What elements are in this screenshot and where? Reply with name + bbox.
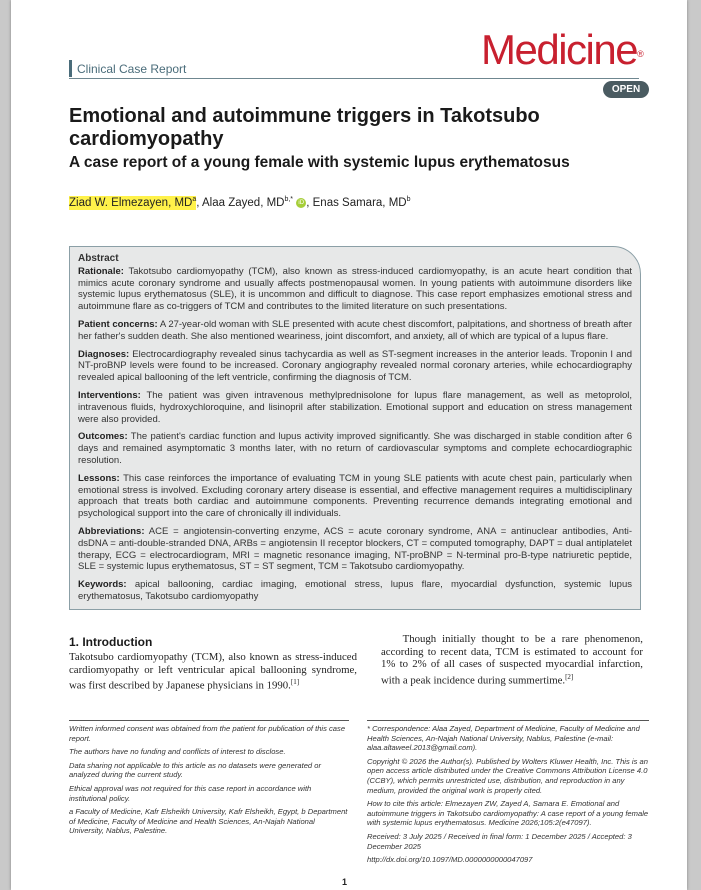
author-list: Ziad W. Elmezayen, $MD^a$, Alaa Zayed, $MD^{b,*}$ iD , Enas Samara, $MD^b$ [69,196,411,209]
footnotes-right [367,720,649,869]
doi-link[interactable]: http://dx.doi.org/10.1097/MD.0000000000047097 [367,855,533,865]
footnote-dates: Received: 3 July 2025 / Received in final form: 1 December 2025 / Accepted: 3 December 2025 [367,831,632,851]
journal-logo-text: Medicine [481,26,638,73]
article-subtitle: A case report of a young female with systemic lupus erythematosus [69,154,570,171]
open-access-badge: OPEN [603,81,649,98]
footnote-data: Data sharing not applicable to this article as no datasets were generated or analyzed during the current study. [69,760,322,780]
abstract-lessons: Lessons: This case reinforces the importance of evaluating TCM in young SLE patients with acute chest pain, particularly when emotional stress is involved. Excluding coronary artery disease is essential, and effective management requires a multidisciplinary approach that treats both cardiac and autoimmune components. Preventing recurrence demands integrating emotional and psychological support into the care of chronically ill individuals. [78,472,632,520]
article-title: Emotional and autoimmune triggers in Takotsubo cardiomyopathy [69,105,540,150]
abstract-box [69,246,641,610]
author-name: Alaa Zayed, MD [202,196,285,209]
footnotes-left [69,720,349,840]
orcid-icon[interactable]: iD [296,198,306,208]
page-number: 1 [342,877,348,887]
section-label: Clinical Case Report [77,62,187,76]
footnote-citation: How to cite this article: Elmezayen ZW, Zayed A, Samara E. Emotional and autoimmune triggers in Takotsubo cardiomyopathy: A case report of a young female with systemic lupus erythematosus. Medicine 2026;105:2(e47097). [367,799,649,828]
registered-mark: ® [637,49,644,59]
abstract-patient-concerns: Patient concerns: A 27-year-old woman with SLE presented with acute chest discomfort, palpitations, and shortness of breath after her father's sudden death. She also mentioned weariness, joint discomfort, and anxiety, all of which are typical of a lupus flare. [78,318,633,342]
author-highlighted [69,196,196,210]
author-name: Ziad W. Elmezayen, MD [69,196,193,209]
footnote-funding: The authors have no funding and conflicts of interest to disclose. [69,747,286,757]
abstract-diagnoses: Diagnoses: Electrocardiography revealed sinus tachycardia as well as ST-segment increases in the anterior leads. Troponin I and NT-proBNP levels were found to be increased. Coronary angiography revealed normal coronary arteries, while echocardiography revealed apical ballooning of the left ventricle, confirming the diagnosis of TCM. [78,348,632,384]
header-rule [69,78,639,79]
footnote-affiliations: a Faculty of Medicine, Kafr Elsheikh University, Kafr Elsheikh, Egypt, b Department of Medicine, Faculty of Medicine and Health Sciences, An-Najah National University, Nablus, Palestine. [69,807,348,836]
article-page [11,0,687,890]
footnote-consent: Written informed consent was obtained from the patient for publication of this case report. [69,724,346,743]
citation-link[interactable]: [1] [290,678,300,686]
intro-heading: 1. Introduction [69,635,153,649]
author-affiliation: b,* [284,196,294,203]
abstract-interventions: Interventions: The patient was given intravenous methylprednisolone for lupus flare management, as well as metoprolol, intravenous fluids, hydroxychloroquine, and lisinopril after stabilization. Emotional support and education on stress management were also provided. [78,389,632,425]
author-affiliation: b [406,196,411,203]
abstract-rationale: Rationale: Takotsubo cardiomyopathy (TCM), also known as stress-induced cardiomyopathy, is an acute heart condition that mimics acute coronary syndrome and usually affects postmenopausal women. In young patients with autoimmune disorders like systemic lupus erythematosus (SLE), it is uncommon and difficult to diagnose. This case report emphasizes emotional stress and autoimmune flare as co-triggers of TCM and contributes to the limited literature on such presentations. [78,265,632,313]
author-name: Enas Samara, MD [312,196,407,209]
footnote-ethics: Ethical approval was not required for this case report in accordance with institutional policy. [69,783,312,803]
abstract-heading: Abstract [78,253,119,264]
footnote-copyright: Copyright © 2026 the Author(s). Published by Wolters Kluwer Health, Inc. This is an open access article distributed under the Creative Commons Attribution License 4.0 (CCBY), which permits unrestricted use, distribution, and reproduction in any medium, provided the original work is properly cited. [367,756,648,795]
intro-paragraph-right: Though initially thought to be a rare phenomenon, according to recent data, TCM is estimated to account for 1% to 2% of all cases of suspected myocardial infarction, with a peak incidence during summertime.[2] [381,633,643,687]
abstract-keywords: Keywords: apical ballooning, cardiac imaging, emotional stress, lupus flare, myocardial dysfunction, systemic lupus erythematosus, Takotsubo cardiomyopathy [78,579,633,602]
citation-link[interactable]: [2] [565,672,574,681]
footnote-correspondence: * Correspondence: Alaa Zayed, Department of Medicine, Faculty of Medicine and Health Sciences, An-Najah National University, Nablus, Palestine (e-mail: alaa.altaweel.2013@gmail.com). [367,724,640,753]
section-accent-bar [69,60,72,77]
journal-logo [481,28,644,72]
abstract-outcomes: Outcomes: The patient's cardiac function and lupus activity improved significantly. She was discharged in stable condition after 6 days and remained asymptomatic 3 months later, with no return of cardiovascular symptoms and complete echocardiographic resolution. [78,431,632,466]
abstract-abbreviations: Abbreviations: ACE = angiotensin-converting enzyme, ACS = acute coronary syndrome, ANA = antinuclear antibodies, Anti-dsDNA = anti-double-stranded DNA, ARBs = angiotensin II receptor blockers, CT = computed tomography, DAPT = dual antiplatelet therapy, ECG = electrocardiogram, MRI = magnetic resonance imaging, NT-proBNP = N-terminal pro-B-type natriuretic peptide, SLE = systemic lupus erythematosus, ST = ST segment, TCM = Takotsubo cardiomyopathy. [78,525,632,573]
intro-paragraph-left: Takotsubo cardiomyopathy (TCM), also known as stress-induced cardiomyopathy or left ventricular apical ballooning syndrome, was first described by Japanese physicians in 1990.[1] [69,651,357,692]
author-affiliation: a [192,196,197,203]
